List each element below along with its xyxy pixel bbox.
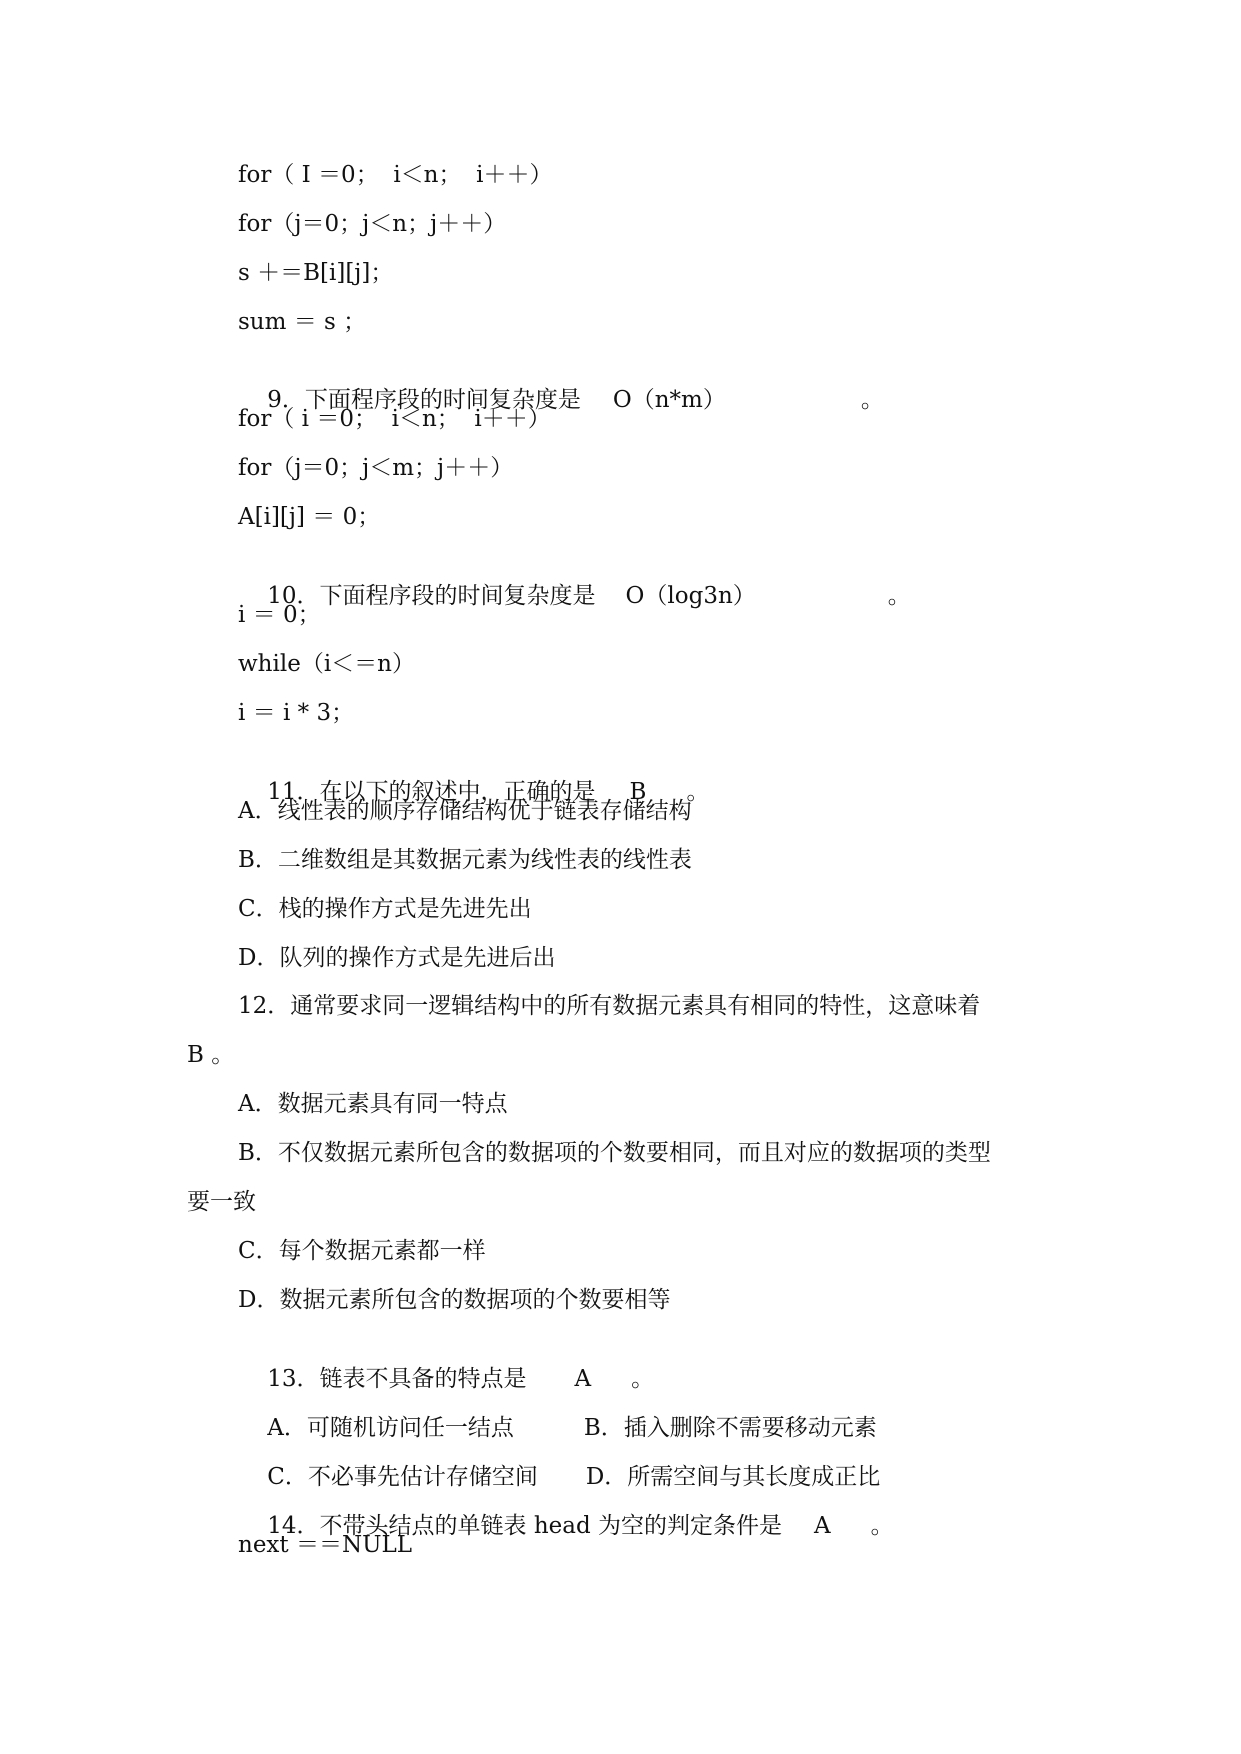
option-a: A．线性表的顺序存储结构优于链表存储结构 [238,798,692,824]
option-b: B．二维数组是其数据元素为线性表的线性表 [238,847,692,873]
answer: B [629,779,647,805]
option-c: C．栈的操作方式是先进先出 [238,896,532,922]
answer: A [814,1513,831,1539]
end-mark: 。 [860,387,884,413]
code-line: for（ i ＝0； i＜n； i＋＋） [238,406,551,432]
code-line: A[i][j] ＝ 0； [238,504,381,530]
option-a: A．可随机访问任一结点 [267,1415,514,1441]
answer: O（n*m） [612,387,726,413]
option-b: B．插入删除不需要移动元素 [583,1415,877,1441]
code-line: i ＝ 0； [238,602,321,628]
question-prompt: 13．链表不具备的特点是 [267,1366,527,1392]
question-12-answer: B 。 [187,1042,235,1068]
option-c: C．不必事先估计存储空间 [267,1464,538,1490]
code-line: for（j＝0；j＜m；j＋＋） [238,455,514,481]
code-line: s ＋＝B[i][j]； [238,260,394,286]
option-b: B．不仅数据元素所包含的数据项的个数要相同，而且对应的数据项的类型 [238,1140,991,1166]
answer: A [574,1366,592,1392]
question-prompt: 10．下面程序段的时间复杂度是 [267,583,596,609]
code-line: sum ＝ s ； [238,309,367,335]
end-mark: 。 [631,1366,655,1392]
end-mark: 。 [686,779,710,805]
question-prompt: 14．不带头结点的单链表 head 为空的判定条件是 [267,1513,782,1539]
option-c: C．每个数据元素都一样 [238,1238,486,1264]
code-line: next ＝＝NULL [238,1532,413,1558]
code-line: i ＝ i * 3； [238,700,355,726]
code-line: while（i＜＝n） [238,651,415,677]
code-line: for（ I ＝0； i＜n； i＋＋） [238,162,553,188]
option-d: D．数据元素所包含的数据项的个数要相等 [238,1287,671,1313]
question-10 [238,551,911,641]
option-a: A．数据元素具有同一特点 [238,1091,508,1117]
question-12-prompt: 12．通常要求同一逻辑结构中的所有数据元素具有相同的特性，这意味着 [238,993,981,1019]
end-mark: 。 [887,583,911,609]
option-d: D．队列的操作方式是先进后出 [238,945,556,971]
end-mark: 。 [870,1513,894,1539]
question-prompt: 9．下面程序段的时间复杂度是 [267,387,581,413]
code-line: for（j＝0；j＜n；j＋＋） [238,211,507,237]
option-d: D．所需空间与其长度成正比 [585,1464,881,1490]
option-b-continued: 要一致 [187,1189,256,1215]
question-prompt: 11．在以下的叙述中，正确的是 [267,779,596,805]
answer: O（log3n） [625,583,756,609]
